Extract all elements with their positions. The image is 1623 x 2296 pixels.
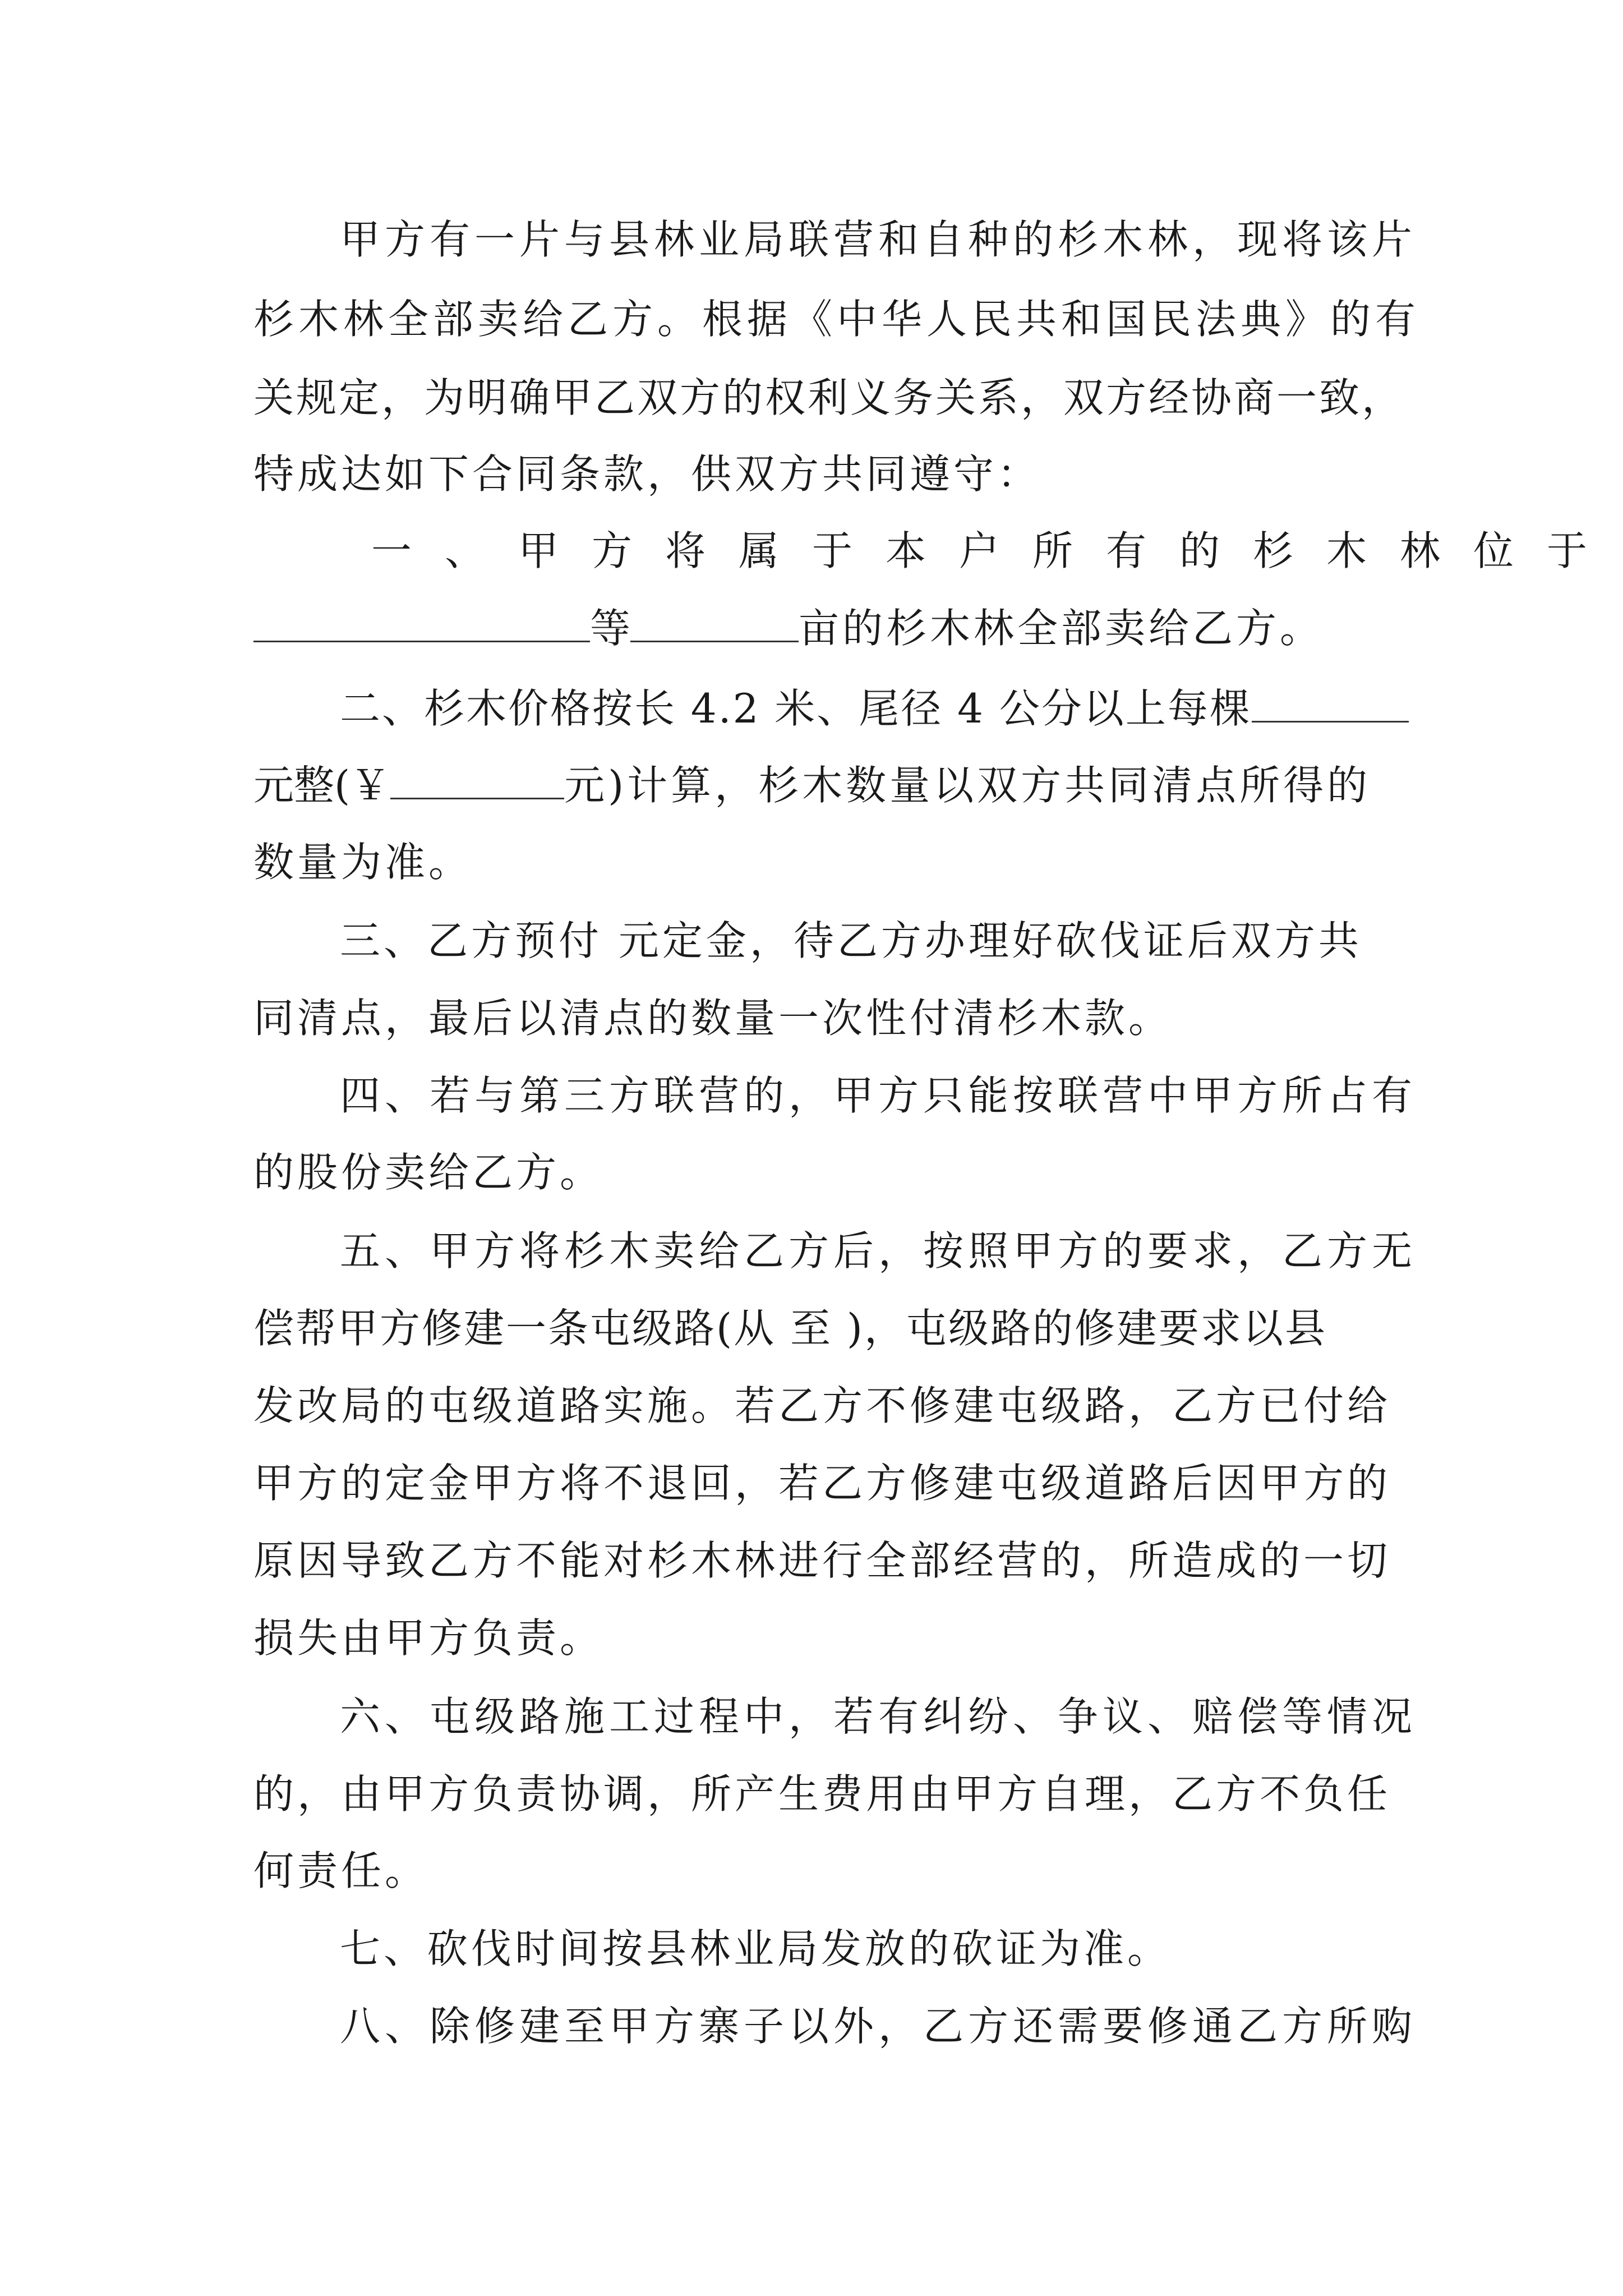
clause-4-line-2: 的股份卖给乙方。 [253, 1149, 604, 1196]
clause-2-line-1-text: 二、杉木价格按长 4.2 米、尾径 4 公分以上每棵 [340, 685, 1252, 732]
clause-6-line-3: 何责任。 [253, 1847, 429, 1894]
clause-6-line-2: 的，由甲方负责协调，所产生费用由甲方自理，乙方不负任 [253, 1770, 1391, 1818]
clause-3-line-1: 三、乙方预付 元定金，待乙方办理好砍伐证后双方共 [340, 917, 1362, 964]
clause-5-line-2: 偿帮甲方修建一条屯级路(从 至 )，屯级路的修建要求以县 [253, 1305, 1327, 1352]
clause-1-line-2 [253, 600, 1324, 656]
clause-1-end: 亩的杉木林全部卖给乙方。 [799, 605, 1324, 652]
clause-1-mid: 等 [590, 605, 631, 652]
clause-6-line-1: 六、屯级路施工过程中，若有纠纷、争议、赔偿等情况 [340, 1693, 1417, 1740]
clause-7-line-1: 七、砍伐时间按县林业局发放的砍证为准。 [340, 1925, 1172, 1972]
clause-3-line-2: 同清点，最后以清点的数量一次性付清杉木款。 [253, 995, 1173, 1042]
intro-line-4: 特成达如下合同条款，供双方共同遵守： [253, 450, 1041, 498]
clause-1-line-1: 一、甲方将属于本户所有的杉木林位于 [371, 527, 1621, 574]
clause-2-line-3: 数量为准。 [253, 839, 473, 886]
price-amount-blank[interactable] [390, 758, 564, 799]
clause-5-line-1: 五、甲方将杉木卖给乙方后，按照甲方的要求，乙方无 [340, 1227, 1417, 1274]
clause-5-line-6: 损失由甲方负责。 [253, 1614, 604, 1662]
clause-4-line-1: 四、若与第三方联营的，甲方只能按联营中甲方所占有 [340, 1072, 1417, 1119]
intro-line-1-text: 甲方有一片与县林业局联营和自种的杉木林，现将该片 [340, 216, 1417, 263]
area-blank[interactable] [630, 601, 799, 642]
clause-5-line-3: 发改局的屯级道路实施。若乙方不修建屯级路，乙方已付给 [253, 1382, 1391, 1429]
clause-8-line-1: 八、除修建至甲方寨子以外，乙方还需要修通乙方所购 [340, 2003, 1417, 2050]
clause-5-line-5: 原因导致乙方不能对杉木林进行全部经营的，所造成的一切 [253, 1537, 1391, 1584]
clause-5-line-4: 甲方的定金甲方将不退回，若乙方修建屯级道路后因甲方的 [253, 1460, 1391, 1507]
location-blank[interactable] [253, 601, 590, 642]
price-blank[interactable] [1252, 682, 1409, 723]
intro-line-1 [340, 211, 1417, 268]
clause-2-line-2a: 元整(￥ [253, 762, 391, 809]
clause-2-line-2b: 元)计算，杉木数量以双方共同清点所得的 [564, 762, 1371, 809]
intro-line-2: 杉木林全部卖给乙方。根据《中华人民共和国民法典》的有 [253, 296, 1421, 343]
intro-line-3: 关规定，为明确甲乙双方的权利义务关系，双方经协商一致， [253, 374, 1405, 421]
clause-2-line-1 [340, 680, 1409, 737]
clause-2-line-2 [253, 757, 1371, 813]
